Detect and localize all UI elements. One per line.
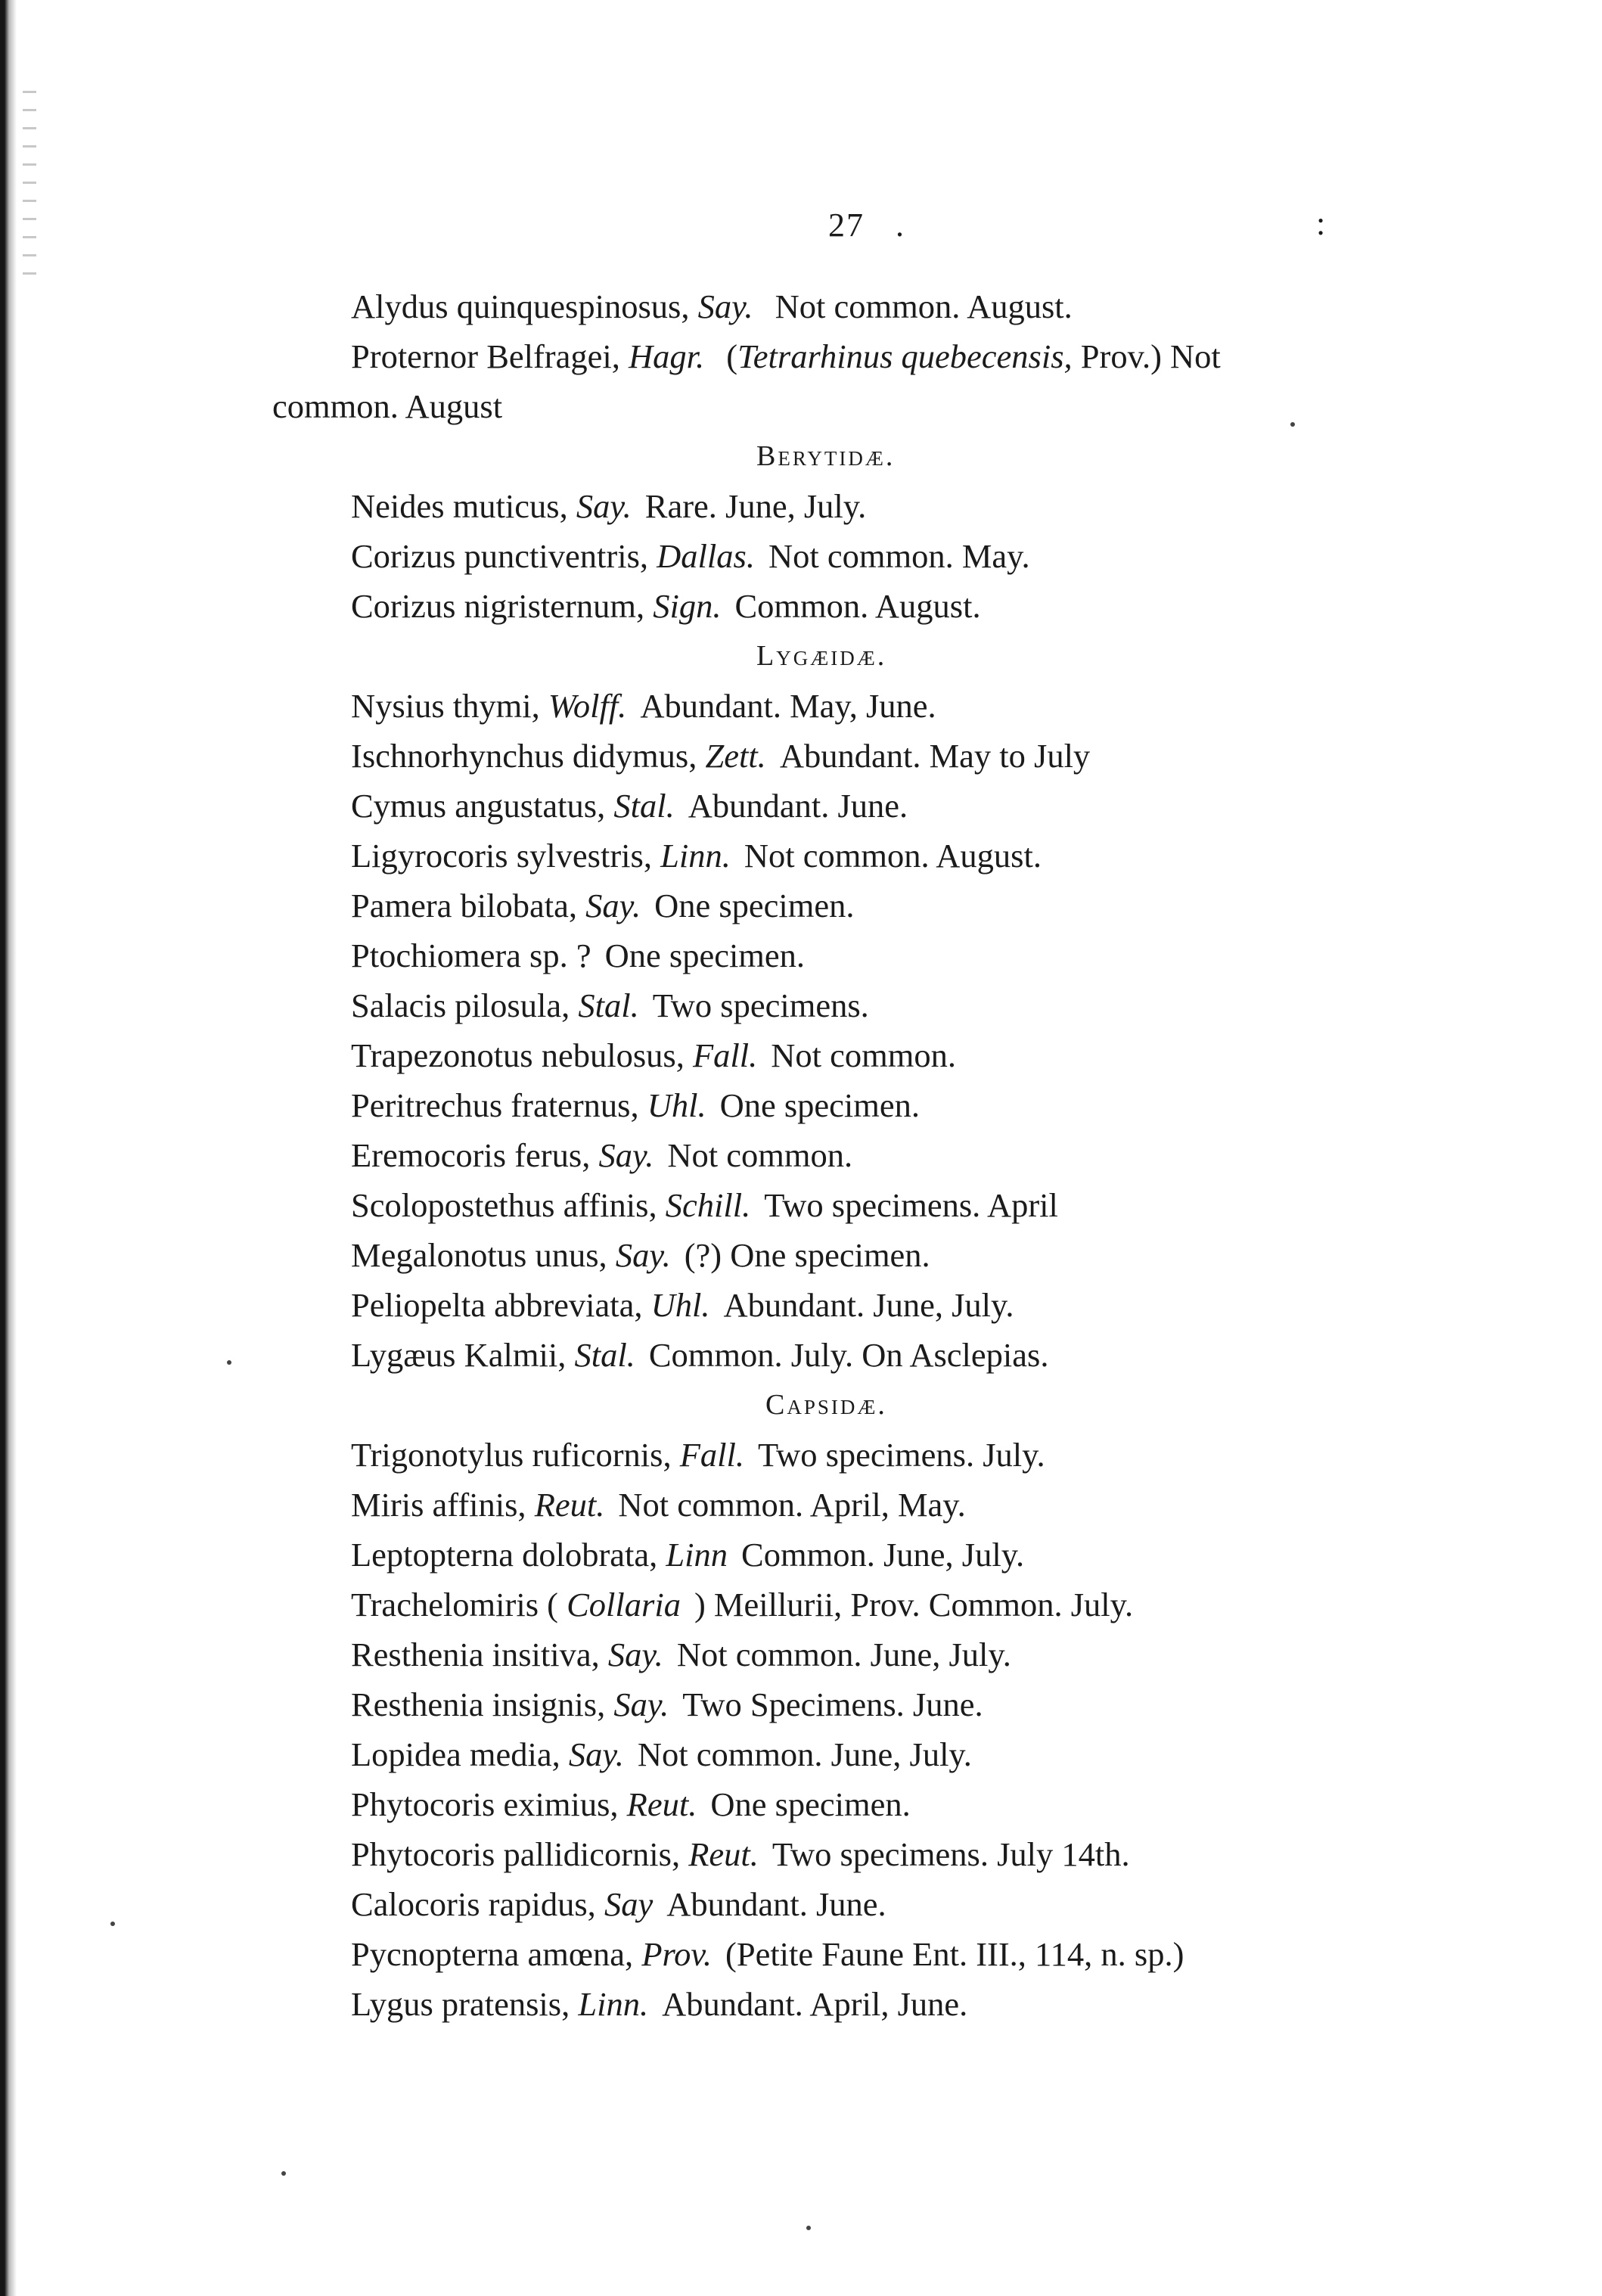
species-name: Lopidea media, <box>351 1735 560 1773</box>
stray-mark <box>1290 422 1295 427</box>
list-item <box>351 281 1482 331</box>
list-item <box>351 1679 1482 1729</box>
binding-specks <box>23 91 36 287</box>
list-item <box>351 481 1482 531</box>
species-author: Fall. <box>679 1436 745 1474</box>
capsidae-list <box>272 1430 1482 2029</box>
species-name: Trigonotylus ruficornis, <box>351 1436 672 1474</box>
berytidae-list <box>272 481 1482 631</box>
species-name: Peritrechus fraternus, <box>351 1086 639 1124</box>
species-author: Say. <box>568 1735 624 1773</box>
species-note: One specimen. <box>710 1785 911 1823</box>
species-note: Two specimens. <box>652 986 869 1024</box>
stray-mark <box>806 2226 811 2230</box>
species-list <box>272 281 1482 2029</box>
list-item <box>351 1829 1482 1879</box>
species-name: Pycnopterna amœna, <box>351 1935 634 1973</box>
list-item <box>351 1280 1482 1330</box>
species-author: Linn. <box>578 1985 649 2023</box>
species-name: Phytocoris pallidicornis, <box>351 1835 681 1873</box>
page-binding-edge <box>0 0 17 2296</box>
species-author: Say. <box>615 1236 671 1274</box>
species-note: Not common. May. <box>768 537 1030 575</box>
species-author: Sign. <box>653 587 722 625</box>
species-note: Not common. <box>667 1136 853 1174</box>
species-author: Reut. <box>626 1785 697 1823</box>
page-number-dot: . <box>896 207 904 244</box>
species-note: Abundant. May, June. <box>640 687 936 725</box>
stray-mark <box>110 1922 115 1926</box>
species-author: Say. <box>598 1136 654 1174</box>
species-note: Two specimens. July 14th. <box>772 1835 1130 1873</box>
list-item <box>351 1230 1482 1280</box>
species-author: Say. <box>607 1636 663 1673</box>
list-item <box>351 681 1482 731</box>
species-name: Eremocoris ferus, <box>351 1136 591 1174</box>
species-author: Say. <box>613 1685 669 1723</box>
species-name: Phytocoris eximius, <box>351 1785 619 1823</box>
species-note: Not common. April, May. <box>618 1486 966 1524</box>
species-name: Pamera bilobata, <box>351 887 578 924</box>
species-note: Not common. <box>771 1036 957 1074</box>
list-item <box>351 581 1482 631</box>
list-item <box>351 1580 1482 1630</box>
species-note: One specimen. <box>654 887 855 924</box>
species-author: Wolff. <box>548 687 627 725</box>
species-name: Corizus nigristernum, <box>351 587 645 625</box>
list-item <box>351 1530 1482 1580</box>
species-name: Trachelomiris ( <box>351 1586 558 1623</box>
species-author: Hagr. <box>629 337 705 375</box>
species-author: Reut. <box>688 1835 759 1873</box>
species-author: Zett. <box>705 737 766 775</box>
list-item <box>351 1080 1482 1130</box>
species-note: One specimen. <box>719 1086 921 1124</box>
species-note: Abundant. June. <box>666 1885 886 1923</box>
species-name: Calocoris rapidus, <box>351 1885 596 1923</box>
species-name: Megalonotus unus, <box>351 1236 607 1274</box>
species-name: Alydus quinquespinosus, <box>351 287 690 325</box>
species-author: Dallas. <box>657 537 755 575</box>
family-heading-berytidae: Berytidæ. <box>756 440 896 472</box>
species-author: Schill. <box>665 1186 751 1224</box>
species-note: Abundant. April, June. <box>662 1985 968 2023</box>
species-author: Stal. <box>613 787 675 825</box>
species-name: Nysius thymi, <box>351 687 540 725</box>
species-note: Two specimens. April <box>764 1186 1058 1224</box>
species-name: Ischnorhynchus didymus, <box>351 737 697 775</box>
species-note: Common. July. On Asclepias. <box>648 1336 1049 1374</box>
list-item <box>351 1779 1482 1829</box>
list-item <box>351 980 1482 1030</box>
species-name: Ligyrocoris sylvestris, <box>351 837 652 875</box>
species-note: Common. August. <box>734 587 981 625</box>
species-author: Collaria <box>567 1586 681 1623</box>
species-name: Ptochiomera sp. ? <box>351 937 591 974</box>
species-author: Linn <box>666 1536 728 1574</box>
species-author: Stal. <box>574 1336 635 1374</box>
species-note-continuation: common. August <box>272 387 503 425</box>
list-item <box>351 1729 1482 1779</box>
margin-mark: : <box>1316 205 1326 242</box>
list-item <box>351 781 1482 831</box>
species-note: Two Specimens. June. <box>682 1685 983 1723</box>
list-item <box>351 831 1482 881</box>
species-note: Abundant. June, July. <box>723 1286 1014 1324</box>
synonym-open: ( <box>726 337 738 375</box>
species-author: Stal. <box>578 986 639 1024</box>
species-note: Abundant. May to July <box>779 737 1091 775</box>
species-name: Neides muticus, <box>351 487 568 525</box>
species-note: (Petite Faune Ent. III., 114, n. sp.) <box>725 1935 1184 1973</box>
species-name: Trapezonotus nebulosus, <box>351 1036 685 1074</box>
list-item <box>351 1630 1482 1679</box>
species-author: Uhl. <box>650 1286 710 1324</box>
species-name: Proternor Belfragei, <box>351 337 620 375</box>
list-item <box>351 881 1482 931</box>
species-author: Fall. <box>693 1036 758 1074</box>
list-item <box>351 1330 1482 1380</box>
species-note: Not common. August. <box>775 287 1073 325</box>
synonym-author: Prov.) Not <box>1080 337 1221 375</box>
species-name: Cymus angustatus, <box>351 787 606 825</box>
species-name: Corizus punctiventris, <box>351 537 649 575</box>
family-heading-capsidae: Capsidæ. <box>765 1389 887 1421</box>
stray-mark <box>227 1360 231 1365</box>
species-note: ) Meillurii, Prov. Common. July. <box>694 1586 1134 1623</box>
species-name: Resthenia insignis, <box>351 1685 606 1723</box>
lygaeidae-list <box>272 681 1482 1380</box>
species-name: Resthenia insitiva, <box>351 1636 600 1673</box>
species-name: Leptopterna dolobrata, <box>351 1536 658 1574</box>
species-note: Abundant. June. <box>688 787 908 825</box>
species-note: Common. June, July. <box>741 1536 1025 1574</box>
list-item <box>351 1430 1482 1480</box>
list-item <box>351 1929 1482 1979</box>
list-item <box>351 1480 1482 1530</box>
species-author: Say. <box>585 887 641 924</box>
family-heading-lygaeidae: Lygæidæ. <box>756 640 887 672</box>
list-item-wrapped <box>272 331 1455 431</box>
species-note: Not common. June, July. <box>676 1636 1011 1673</box>
species-author: Say. <box>697 287 753 325</box>
list-item <box>351 1979 1482 2029</box>
species-author: Uhl. <box>647 1086 706 1124</box>
page-number: 27 <box>828 207 865 244</box>
species-author: Prov. <box>641 1935 712 1973</box>
species-name: Miris affinis, <box>351 1486 526 1524</box>
list-item <box>351 1130 1482 1180</box>
stray-mark <box>281 2171 286 2176</box>
species-name: Salacis pilosula, <box>351 986 570 1024</box>
species-name: Lygus pratensis, <box>351 1985 570 2023</box>
species-note: One specimen. <box>604 937 806 974</box>
species-author: Reut. <box>534 1486 605 1524</box>
species-synonym: Tetrarhinus quebecensis, <box>737 337 1073 375</box>
species-note: (?) One specimen. <box>684 1236 930 1274</box>
species-name: Lygæus Kalmii, <box>351 1336 567 1374</box>
species-author: Say <box>604 1885 654 1923</box>
species-note: Not common. August. <box>744 837 1042 875</box>
species-note: Two specimens. July. <box>758 1436 1045 1474</box>
species-note: Rare. June, July. <box>644 487 867 525</box>
list-item <box>351 1879 1482 1929</box>
list-item <box>351 1180 1482 1230</box>
list-item <box>351 1030 1482 1080</box>
list-item <box>351 731 1482 781</box>
species-author: Linn. <box>660 837 731 875</box>
species-name: Scolopostethus affinis, <box>351 1186 657 1224</box>
species-name: Peliopelta abbreviata, <box>351 1286 643 1324</box>
list-item <box>351 931 1482 980</box>
list-item <box>351 531 1482 581</box>
species-author: Say. <box>576 487 632 525</box>
species-note: Not common. June, July. <box>637 1735 972 1773</box>
